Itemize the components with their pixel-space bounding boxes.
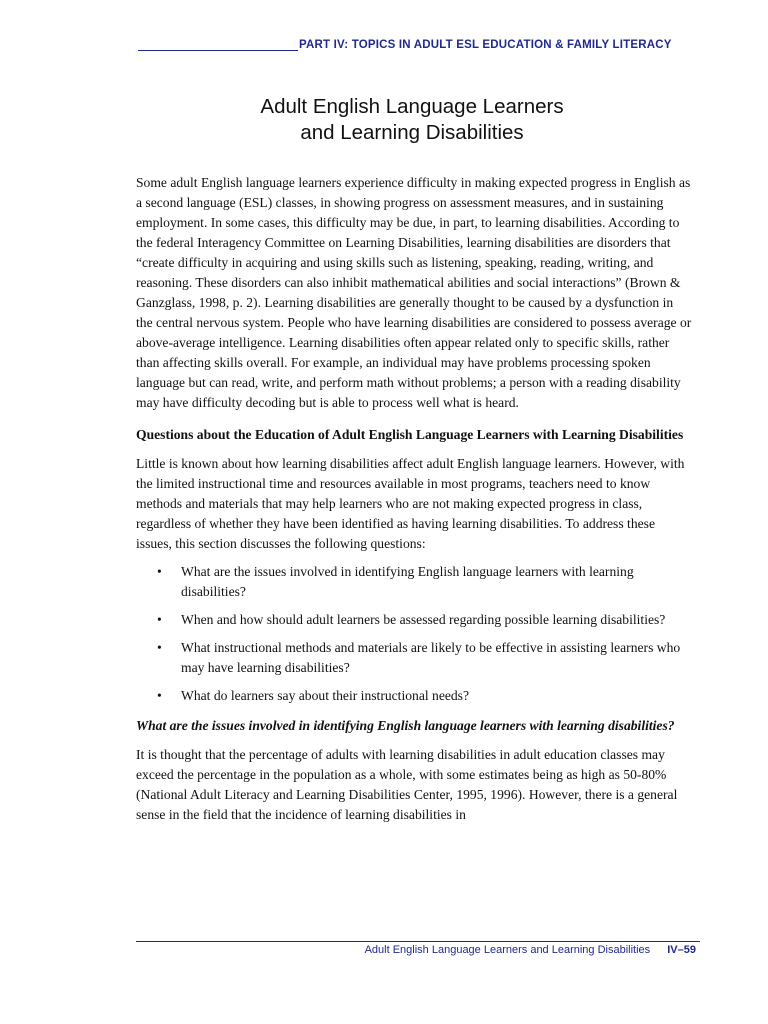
intro-paragraph: Some adult English language learners experience difficulty in making expected progress in English as a second language (ESL) classes, in showing progress on assessment measures, and in sustaining employment. In some cases, this difficulty may be due, in part, to learning disabilities. According to the federal Interagency Committee on Learning Disabilities, learning disabilities are disorders that “create difficulty in acquiring and using skills such as listening, speaking, reading, writing, and reasoning. These disorders can also inhibit mathematical abilities and social interactions” (Brown & Ganzglass, 1998, p. 2). Learning disabilities are generally thought to be caused by a dysfunction in the central nervous system. People who have learning disabilities are considered to possess average or above-average intelligence. Learning disabilities often appear related only to specific skills, rather than affecting skills overall. For example, an individual may have problems processing spoken language but can read, write, and perform math without problems; a person with a reading disability may have difficulty decoding but is able to process well what is heard. [136,175,692,410]
questions-intro-paragraph: Little is known about how learning disabilities affect adult English language learners. However, with the limited instructional time and resources available in most programs, teachers need to know methods and materials that may help learners who are not making expected progress in class, regardless of whether they have been identified as having learning disabilities. To address these issues, this section discusses the following questions: [136,456,685,551]
page-number: IV–59 [667,944,696,956]
questions-heading: Questions about the Education of Adult English Language Learners with Learning Disabilities [136,427,684,442]
issues-heading: What are the issues involved in identifying English language learners with learning disabilities? [136,718,675,733]
document-body [136,173,692,825]
page-title-line-2: and Learning Disabilities [300,121,524,144]
list-item [136,610,692,630]
questions-list [136,562,692,706]
bullet-icon: • [157,564,162,579]
footer-rule [136,941,700,942]
issues-paragraph: It is thought that the percentage of adults with learning disabilities in adult education classes may exceed the percentage in the population as a whole, with some estimates being as high as 50-80% (National Adult Literacy and Learning Disabilities Center, 1995, 1996). However, there is a general sense in the field that the incidence of learning disabilities in [136,747,678,822]
list-item-text: What instructional methods and materials are likely to be effective in assisting learners who may have learning disabilities? [181,640,681,675]
bullet-icon: • [157,688,162,703]
bullet-icon: • [157,640,162,655]
list-item [136,638,692,678]
running-header [138,35,700,51]
page-title-line-1: Adult English Language Learners [260,95,564,118]
page-title [136,94,688,146]
list-item-text: What do learners say about their instructional needs? [181,688,470,703]
list-item-text: When and how should adult learners be assessed regarding possible learning disabilities? [181,612,666,627]
list-item [136,562,692,602]
list-item-text: What are the issues involved in identifying English language learners with learning disabilities? [181,564,634,599]
footer-running-title: Adult English Language Learners and Learning Disabilities [364,944,651,956]
header-section-label: PART IV: TOPICS IN ADULT ESL EDUCATION & FAMILY LITERACY [299,39,672,51]
running-footer [136,944,696,956]
bullet-icon: • [157,612,162,627]
list-item [136,686,692,706]
header-rule [138,39,298,51]
